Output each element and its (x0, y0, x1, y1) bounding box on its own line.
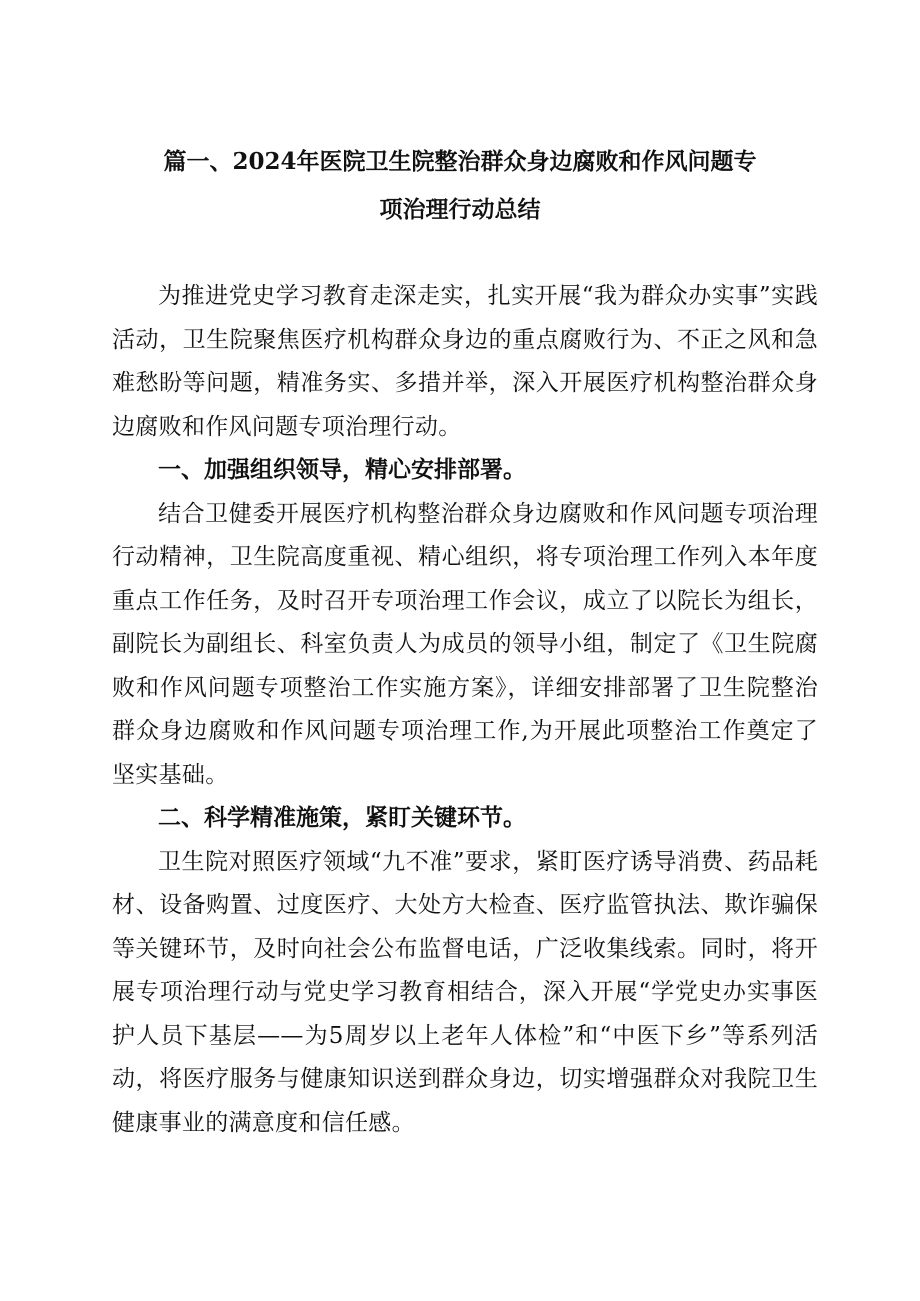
intro-paragraph: 为推进党史学习教育走深走实，扎实开展“我为群众办实事”实践活动，卫生院聚焦医疗机构群众身边的重点腐败行为、不正之风和急难愁盼等问题，精准务实、多措并举，深入开展医疗机构整治群众身边腐败和作风问题专项治理行动。 (112, 283, 818, 440)
document-body (112, 275, 818, 1145)
section-1-heading: 一、加强组织领导，精心安排部署。 (158, 457, 526, 483)
document-title-line-1: 篇一、2024年医院卫生院整治群众身边腐败和作风问题专 (163, 148, 757, 175)
section-2-paragraph: 卫生院对照医疗领域“九不准”要求，紧盯医疗诱导消费、药品耗材、设备购置、过度医疗、大处方大检查、医疗监管执法、欺诈骗保等关键环节，及时向社会公布监督电话，广泛收集线索。同时，将开展专项治理行动与党史学习教育相结合，深入开展“学党史办实事医护人员下基层——为5周岁以上老年人体检”和“中医下乡”等系列活动，将医疗服务与健康知识送到群众身边，切实增强群众对我院卫生健康事业的满意度和信任感。 (112, 848, 818, 1136)
section-1-paragraph: 结合卫健委开展医疗机构整治群众身边腐败和作风问题专项治理行动精神，卫生院高度重视、精心组织，将专项治理工作列入本年度重点工作任务，及时召开专项治理工作会议，成立了以院长为组长，副院长为副组长、科室负责人为成员的领导小组，制定了《卫生院腐败和作风问题专项整治工作实施方案》，详细安排部署了卫生院整治群众身边腐败和作风问题专项治理工作,为开展此项整治工作奠定了坚实基础。 (112, 500, 818, 788)
section-2-heading: 二、科学精准施策，紧盯关键环节。 (158, 805, 526, 831)
document-title-line-2: 项治理行动总结 (379, 196, 541, 223)
